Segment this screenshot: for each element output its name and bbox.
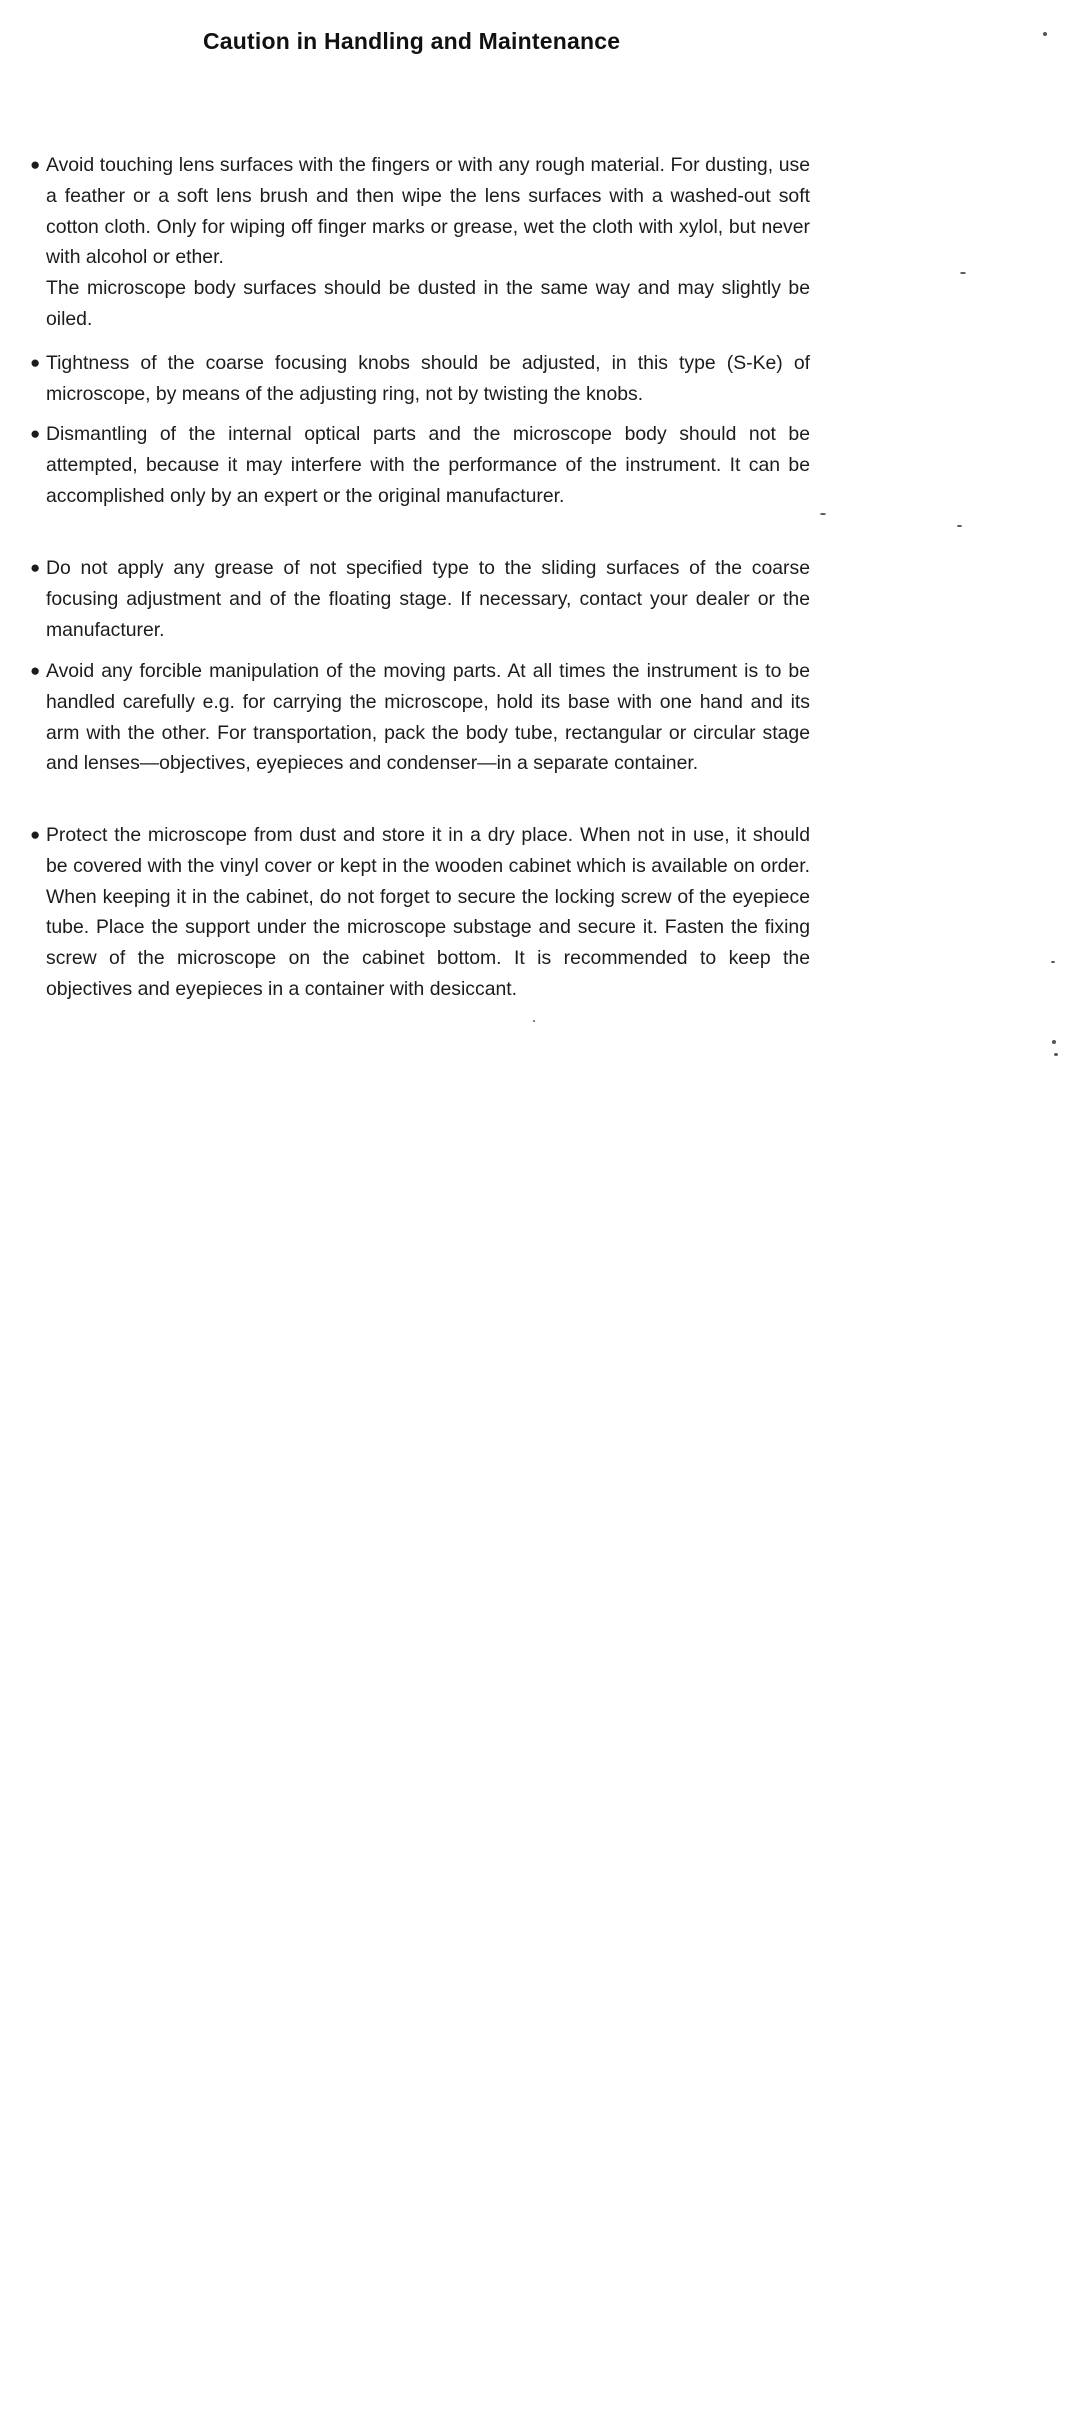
scan-speck [533, 1020, 535, 1022]
caution-text: The microscope body surfaces should be dusted in the same way and may slightly be oiled. [46, 277, 810, 330]
caution-text: Protect the microscope from dust and store it in a dry place. When not in use, it should be covered with the vinyl cover or kept in the wooden cabinet which is available on order. When keeping it in the cabinet, do not forget to secure the locking screw of the eyepiece tube. Place the support under the microscope substage and secure it. Fasten the fixing screw of the microscope on the cabinet bottom. It is recommended to keep the objectives and eyepieces in a container with desiccant. [46, 824, 810, 1000]
caution-text: Dismantling of the internal optical parts and the microscope body should not be attempted, because it may interfere with the performance of the instrument. It can be accomplished only by an expert or the original manufacturer. [46, 423, 810, 507]
bullet-icon: ● [30, 825, 41, 844]
caution-item-focusing-knobs [30, 348, 810, 410]
scan-speck [1052, 1040, 1056, 1044]
bullet-icon: ● [30, 353, 41, 372]
scan-speck [1051, 961, 1055, 963]
bullet-icon: ● [30, 424, 41, 443]
scan-speck [1054, 1053, 1058, 1056]
caution-text: Tightness of the coarse focusing knobs should be adjusted, in this type (S-Ke) of microscope, by means of the adjusting ring, not by twisting the knobs. [46, 352, 810, 405]
caution-item-grease [30, 553, 810, 645]
caution-item-storage [30, 820, 810, 1005]
caution-item-handling [30, 656, 810, 779]
caution-item-lens-care [30, 150, 810, 335]
page-title: Caution in Handling and Maintenance [203, 28, 621, 54]
caution-text: Do not apply any grease of not specified type to the sliding surfaces of the coarse focusing adjustment and of the floating stage. If necessary, contact your dealer or the manufacturer. [46, 557, 810, 641]
caution-text: Avoid touching lens surfaces with the fingers or with any rough material. For dusting, use a feather or a soft lens brush and then wipe the lens surfaces with a washed-out soft cotton cloth. Only for wiping off finger marks or grease, wet the cloth with xylol, but never with alcohol or ether. [46, 154, 810, 269]
scan-speck [957, 525, 962, 527]
scan-speck [960, 272, 966, 274]
scan-speck [820, 513, 826, 515]
caution-item-dismantling [30, 419, 810, 511]
scan-speck [1043, 32, 1047, 36]
caution-text: Avoid any forcible manipulation of the moving parts. At all times the instrument is to be handled carefully e.g. for carrying the microscope, hold its base with one hand and its arm with the other. For transportation, pack the body tube, rectangular or circular stage and lenses—objectives, eyepieces and condenser—in a separate container. [46, 660, 810, 775]
bullet-icon: ● [30, 661, 41, 680]
bullet-icon: ● [30, 155, 41, 174]
bullet-icon: ● [30, 558, 41, 577]
